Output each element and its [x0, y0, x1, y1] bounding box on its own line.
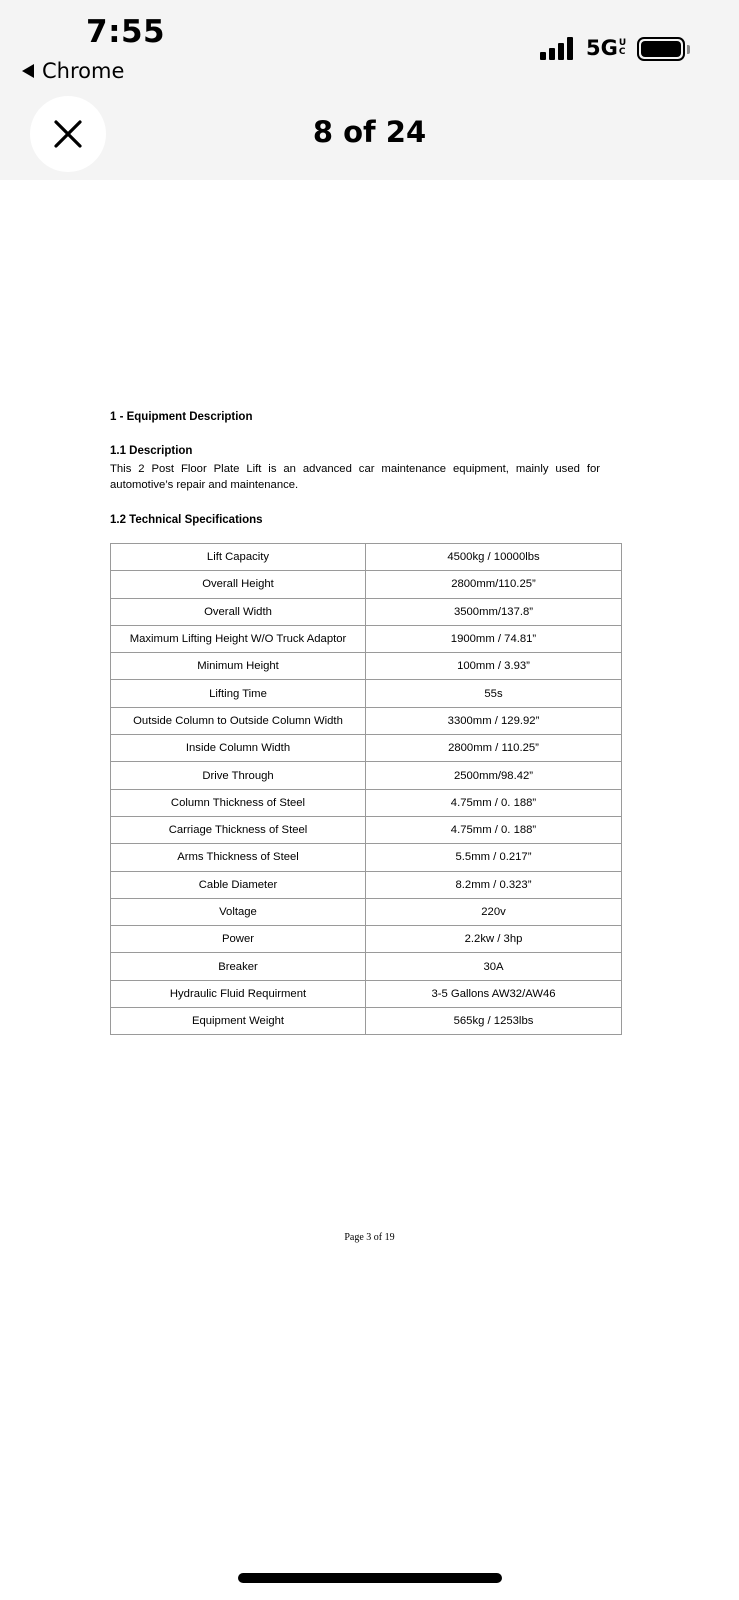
spec-label: Cable Diameter: [111, 871, 366, 898]
battery-icon: [637, 37, 685, 61]
table-row: [111, 625, 622, 652]
table-row: [111, 871, 622, 898]
spec-label: Minimum Height: [111, 653, 366, 680]
network-sub: [619, 39, 626, 57]
spec-label: Lift Capacity: [111, 544, 366, 571]
status-time: 7:55: [86, 14, 166, 50]
spec-label: Drive Through: [111, 762, 366, 789]
spec-label: Overall Height: [111, 571, 366, 598]
network-label: 5G: [586, 36, 618, 60]
spec-label: Power: [111, 926, 366, 953]
spec-value: 3500mm/137.8”: [366, 598, 622, 625]
page-footer: Page 3 of 19: [344, 1232, 395, 1243]
battery-fill: [641, 41, 681, 57]
table-row: [111, 926, 622, 953]
spec-value: 2800mm / 110.25”: [366, 735, 622, 762]
spec-value: 55s: [366, 680, 622, 707]
table-row: [111, 980, 622, 1007]
spec-label: Maximum Lifting Height W/O Truck Adaptor: [111, 625, 366, 652]
spec-label: Outside Column to Outside Column Width: [111, 707, 366, 734]
spec-label: Carriage Thickness of Steel: [111, 816, 366, 843]
spec-label: Voltage: [111, 898, 366, 925]
signal-icon: [540, 37, 578, 60]
spec-label: Arms Thickness of Steel: [111, 844, 366, 871]
back-to-app-link[interactable]: [22, 58, 124, 84]
spec-value: 565kg / 1253lbs: [366, 1008, 622, 1035]
table-row: [111, 735, 622, 762]
description-text: This 2 Post Floor Plate Lift is an advanced car maintenance equipment, mainly used for automotive’s repair and maintenance.: [110, 463, 600, 491]
table-row: [111, 816, 622, 843]
spec-value: 8.2mm / 0.323”: [366, 871, 622, 898]
table-row: [111, 898, 622, 925]
top-bar: [0, 0, 739, 180]
section-heading: 1 - Equipment Description: [110, 411, 253, 423]
spec-value: 220v: [366, 898, 622, 925]
table-row: [111, 789, 622, 816]
page-counter: 8 of 24: [312, 115, 427, 149]
table-row: [111, 680, 622, 707]
spec-value: 2500mm/98.42”: [366, 762, 622, 789]
spec-value: 100mm / 3.93”: [366, 653, 622, 680]
table-row: [111, 953, 622, 980]
specs-table: [110, 543, 622, 1035]
spec-label: Equipment Weight: [111, 1008, 366, 1035]
network-sub-bottom: C: [618, 47, 626, 57]
spec-value: 4.75mm / 0. 188”: [366, 816, 622, 843]
table-row: [111, 844, 622, 871]
network-sub-top: U: [618, 38, 627, 48]
spec-value: 30A: [366, 953, 622, 980]
back-arrow-icon: [22, 64, 34, 78]
description-heading: 1.1 Description: [110, 445, 193, 457]
table-row: [111, 762, 622, 789]
spec-value: 3-5 Gallons AW32/AW46: [366, 980, 622, 1007]
specs-heading: 1.2 Technical Specifications: [110, 514, 263, 526]
spec-label: Lifting Time: [111, 680, 366, 707]
spec-label: Breaker: [111, 953, 366, 980]
spec-label: Inside Column Width: [111, 735, 366, 762]
spec-label: Overall Width: [111, 598, 366, 625]
spec-value: 5.5mm / 0.217”: [366, 844, 622, 871]
spec-value: 1900mm / 74.81”: [366, 625, 622, 652]
table-row: [111, 571, 622, 598]
table-row: [111, 598, 622, 625]
spec-value: 3300mm / 129.92”: [366, 707, 622, 734]
spec-value: 4500kg / 10000lbs: [366, 544, 622, 571]
network-indicator: [586, 34, 626, 62]
table-row: [111, 653, 622, 680]
battery-tip: [687, 45, 690, 54]
table-row: [111, 1008, 622, 1035]
home-indicator[interactable]: [238, 1573, 502, 1583]
table-row: [111, 544, 622, 571]
spec-value: 2.2kw / 3hp: [366, 926, 622, 953]
table-row: [111, 707, 622, 734]
spec-label: Column Thickness of Steel: [111, 789, 366, 816]
spec-value: 2800mm/110.25”: [366, 571, 622, 598]
spec-value: 4.75mm / 0. 188”: [366, 789, 622, 816]
spec-label: Hydraulic Fluid Requirment: [111, 980, 366, 1007]
document-page: [0, 180, 739, 1580]
back-app-label: Chrome: [42, 59, 125, 83]
